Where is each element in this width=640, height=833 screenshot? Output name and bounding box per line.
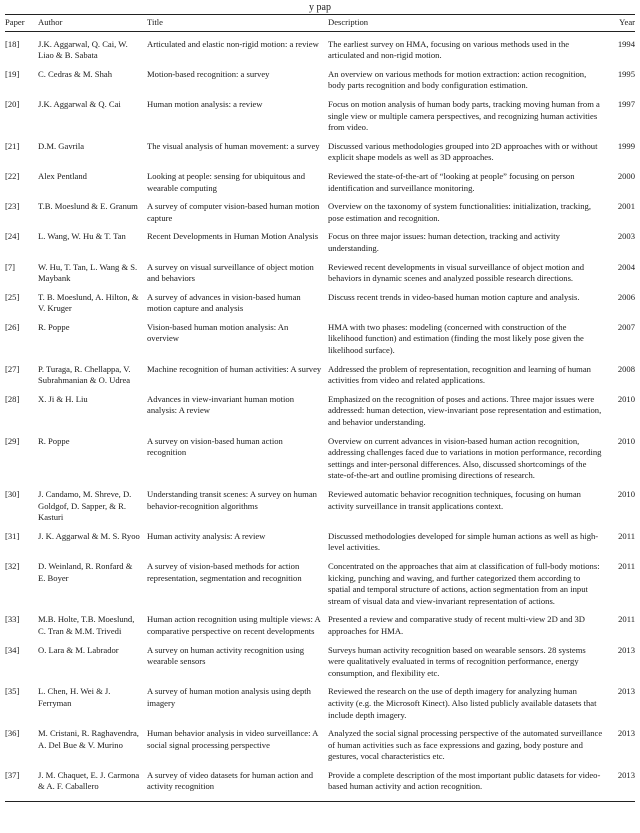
description-cell: Emphasized on the recognition of poses and actions. Three major issues were addressed: human detection, view-invariant pose representation and estimation, and behavior understanding.: [328, 393, 602, 428]
year-cell: 1994: [617, 38, 635, 49]
description-cell: Presented a review and comparative study of recent multi-view 2D and 3D approaches for HMA.: [328, 614, 586, 636]
year-cell: 2011: [618, 560, 635, 571]
paper-ref-cell: [20]: [5, 98, 20, 109]
author-cell: C. Cedras & M. Shah: [38, 68, 112, 79]
author-cell: R. Poppe: [38, 435, 70, 446]
title-cell: A survey of computer vision-based human motion capture: [147, 201, 320, 223]
paper-ref-cell: [28]: [5, 393, 20, 404]
author-cell: P. Turaga, R. Chellappa, V. Subrahmanian & O. Udrea: [38, 363, 131, 386]
description-cell: Reviewed recent developments in visual surveillance of object motion and behaviors in dynamic scenes and analyzed possible research directions.: [328, 261, 585, 284]
table-row: [5, 315, 635, 357]
year-cell: 2011: [618, 614, 635, 625]
title-cell: Vision-based human motion analysis: An overview: [147, 321, 289, 344]
table-row: [5, 607, 635, 637]
description-cell: Discussed various methodologies grouped into 2D approaches with or without explicit shape models as well as 3D approaches.: [328, 140, 598, 163]
paper-ref-cell: [27]: [5, 363, 20, 374]
table-row: [5, 224, 635, 254]
description-cell: Concentrated on the approaches that aim at classification of full-body motions: kicking, punching and waving, and further categorized them according to spatial and temporal structure of actions, action segmentation from an input stream of visual data and view-invariant representation of actions.: [328, 560, 600, 606]
description-cell: Discussed methodologies developed for simple human actions as well as high-level activities.: [328, 530, 599, 553]
year-cell: 2010: [617, 393, 635, 404]
year-cell: 2013: [617, 644, 635, 655]
year-cell: 2013: [617, 686, 635, 697]
author-cell: R. Poppe: [38, 321, 70, 332]
table-body: [5, 31, 635, 801]
author-cell: T. B. Moeslund, A. Hilton, & V. Kruger: [38, 291, 139, 314]
author-cell: D. Weinland, R. Ronfard & E. Boyer: [38, 560, 133, 583]
header-row: [5, 15, 635, 32]
title-cell: Looking at people: sensing for ubiquitous and wearable computing: [147, 170, 306, 193]
title-cell: Advances in view-invariant human motion analysis: A review: [147, 393, 295, 416]
description-cell: Reviewed automatic behavior recognition techniques, focusing on human activity surveillance in transit applications context.: [328, 489, 581, 511]
table-caption-fragment: y pap: [309, 2, 331, 13]
title-cell: A survey of video datasets for human action and activity recognition: [147, 763, 328, 802]
description-cell: Discuss recent trends in video-based human motion capture and analysis.: [328, 291, 580, 302]
paper-ref-cell: [36]: [5, 728, 20, 739]
title-cell: Understanding transit scenes: A survey on human behavior-recognition algorithms: [147, 489, 317, 511]
author-cell: J. M. Chaquet, E. J. Carmona & A. F. Caballero: [38, 763, 147, 802]
description-cell: HMA with two phases: modeling (concerned with construction of the likelihood function) and estimation (finding the most likely pose given the likelihood surface).: [328, 321, 584, 356]
table-row: [5, 31, 635, 62]
title-cell: Human behavior analysis in video surveillance: A social signal processing perspective: [147, 728, 318, 750]
title-cell: A survey of vision-based methods for action representation, segmentation and recognition: [147, 560, 302, 583]
table-row: [5, 285, 635, 315]
author-cell: L. Wang, W. Hu & T. Tan: [38, 231, 126, 242]
title-cell: A survey on visual surveillance of object motion and behaviors: [147, 261, 314, 284]
author-cell: L. Chen, H. Wei & J. Ferryman: [38, 686, 111, 708]
year-cell: 2013: [617, 728, 635, 739]
paper-ref-cell: [26]: [5, 321, 20, 332]
table-row: [5, 524, 635, 554]
year-cell: 2010: [617, 489, 635, 499]
year-cell: 1995: [617, 68, 635, 79]
table-row: [5, 429, 635, 482]
title-cell: Human motion analysis: a review: [147, 98, 263, 109]
title-cell: A survey on human activity recognition using wearable sensors: [147, 644, 305, 667]
table-row: [5, 134, 635, 164]
paper-ref-cell: [30]: [5, 489, 20, 499]
paper-ref-cell: [7]: [5, 261, 16, 272]
paper-ref-cell: [37]: [5, 763, 38, 802]
table-row: [5, 554, 635, 607]
author-cell: M.B. Holte, T.B. Moeslund, C. Tran & M.M. Trivedi: [38, 614, 135, 636]
header-paper: Paper: [5, 15, 38, 32]
table-row: [5, 721, 635, 763]
header-description: Description: [328, 15, 609, 32]
paper-ref-cell: [23]: [5, 201, 20, 212]
author-cell: J. K. Aggarwal & M. S. Ryoo: [38, 530, 140, 541]
table-row: [5, 92, 635, 134]
title-cell: A survey of advances in vision-based human motion capture and analysis: [147, 291, 301, 314]
table-row: [5, 638, 635, 680]
year-cell: 2000: [617, 170, 635, 181]
paper-ref-cell: [32]: [5, 560, 20, 571]
paper-ref-cell: [18]: [5, 38, 20, 49]
paper-ref-cell: [24]: [5, 231, 20, 242]
paper-ref-cell: [25]: [5, 291, 20, 302]
survey-table: [5, 14, 635, 802]
paper-ref-cell: [31]: [5, 530, 20, 541]
table-row: [5, 763, 635, 802]
year-cell: 2003: [617, 231, 635, 242]
title-cell: Human action recognition using multiple views: A comparative perspective on recent developments: [147, 614, 321, 636]
paper-ref-cell: [21]: [5, 140, 20, 151]
table-row: [5, 482, 635, 524]
table-row: [5, 387, 635, 429]
description-cell: Reviewed the research on the use of depth imagery for analyzing human activity (e.g. the Microsoft Kinect). Also listed publicly available datasets that include depth imagery.: [328, 686, 597, 720]
description-cell: Overview on current advances in vision-based human action recognition, addressing challenges faced due to variations in motion performance, recording settings and inter-personal differences. Also, discussed shortcomings of the state-of-the-art and outline promising directions of research.: [328, 435, 602, 481]
author-cell: X. Ji & H. Liu: [38, 393, 88, 404]
title-cell: Human activity analysis: A review: [147, 530, 266, 541]
description-cell: Addressed the problem of representation, recognition and learning of human activities from video and related applications.: [328, 363, 591, 386]
title-cell: The visual analysis of human movement: a survey: [147, 140, 320, 151]
year-cell: 2006: [617, 291, 635, 302]
author-cell: D.M. Gavrila: [38, 140, 85, 151]
year-cell: 2001: [617, 201, 635, 212]
year-cell: 1997: [617, 98, 635, 109]
year-cell: 2011: [618, 530, 635, 541]
title-cell: Motion-based recognition: a survey: [147, 68, 270, 79]
author-cell: J.K. Aggarwal & Q. Cai: [38, 98, 121, 109]
description-cell: Focus on three major issues: human detection, tracking and activity understanding.: [328, 231, 560, 253]
year-cell: 2008: [617, 363, 635, 374]
year-cell: 2013: [609, 763, 635, 802]
author-cell: J.K. Aggarwal, Q. Cai, W. Liao & B. Sabata: [38, 38, 128, 61]
author-cell: O. Lara & M. Labrador: [38, 644, 119, 655]
table-row: [5, 194, 635, 224]
title-cell: A survey of human motion analysis using depth imagery: [147, 686, 311, 708]
table-row: [5, 62, 635, 92]
paper-ref-cell: [33]: [5, 614, 20, 625]
description-cell: Focus on motion analysis of human body parts, tracking moving human from a single view or multiple camera perspectives, and recognizing human activities from video.: [328, 98, 600, 133]
title-cell: Recent Developments in Human Motion Analysis: [147, 231, 319, 242]
year-cell: 2007: [617, 321, 635, 332]
year-cell: 2010: [617, 435, 635, 446]
table-row: [5, 255, 635, 285]
header-author: Author: [38, 15, 147, 32]
description-cell: Analyzed the social signal processing perspective of the automated surveillance of human activities such as face expressions and gazing, body posture and gestures, vocal characteristics etc.: [328, 728, 603, 762]
author-cell: J. Candamo, M. Shreve, D. Goldgof, D. Sapper, & R. Kasturi: [38, 489, 132, 523]
paper-ref-cell: [35]: [5, 686, 20, 697]
author-cell: W. Hu, T. Tan, L. Wang & S. Maybank: [38, 261, 138, 284]
year-cell: 1999: [617, 140, 635, 151]
header-year: Year: [609, 15, 635, 32]
description-cell: Provide a complete description of the most important public datasets for video-based human activity and action recognition.: [328, 763, 609, 802]
title-cell: A survey on vision-based human action recognition: [147, 435, 283, 458]
paper-ref-cell: [34]: [5, 644, 20, 655]
description-cell: Reviewed the state-of-the-art of “looking at people” focusing on person identification and surveillance monitoring.: [328, 170, 575, 193]
author-cell: T.B. Moeslund & E. Granum: [38, 201, 138, 212]
header-title: Title: [147, 15, 328, 32]
author-cell: Alex Pentland: [38, 170, 87, 181]
title-cell: Articulated and elastic non-rigid motion: a review: [147, 38, 319, 49]
paper-ref-cell: [19]: [5, 68, 20, 79]
description-cell: Surveys human activity recognition based on wearable sensors. 28 systems were qualitatively evaluated in terms of recognition performance, energy consumption, and flexibility etc.: [328, 644, 586, 678]
table-header: [5, 15, 635, 32]
description-cell: An overview on various methods for motion extraction: action recognition, body parts recognition and body configuration estimation.: [328, 68, 587, 91]
table-row: [5, 679, 635, 721]
description-cell: The earliest survey on HMA, focusing on various methods used in the articulated and non-rigid motion.: [328, 38, 570, 61]
paper-ref-cell: [29]: [5, 435, 20, 446]
description-cell: Overview on the taxonomy of system functionalities: initialization, tracking, pose estimation and recognition.: [328, 201, 592, 223]
year-cell: 2004: [617, 261, 635, 272]
table-row: [5, 164, 635, 194]
table-row: [5, 357, 635, 387]
paper-ref-cell: [22]: [5, 170, 20, 181]
author-cell: M. Cristani, R. Raghavendra, A. Del Bue & V. Murino: [38, 728, 139, 750]
title-cell: Machine recognition of human activities: A survey: [147, 363, 322, 374]
